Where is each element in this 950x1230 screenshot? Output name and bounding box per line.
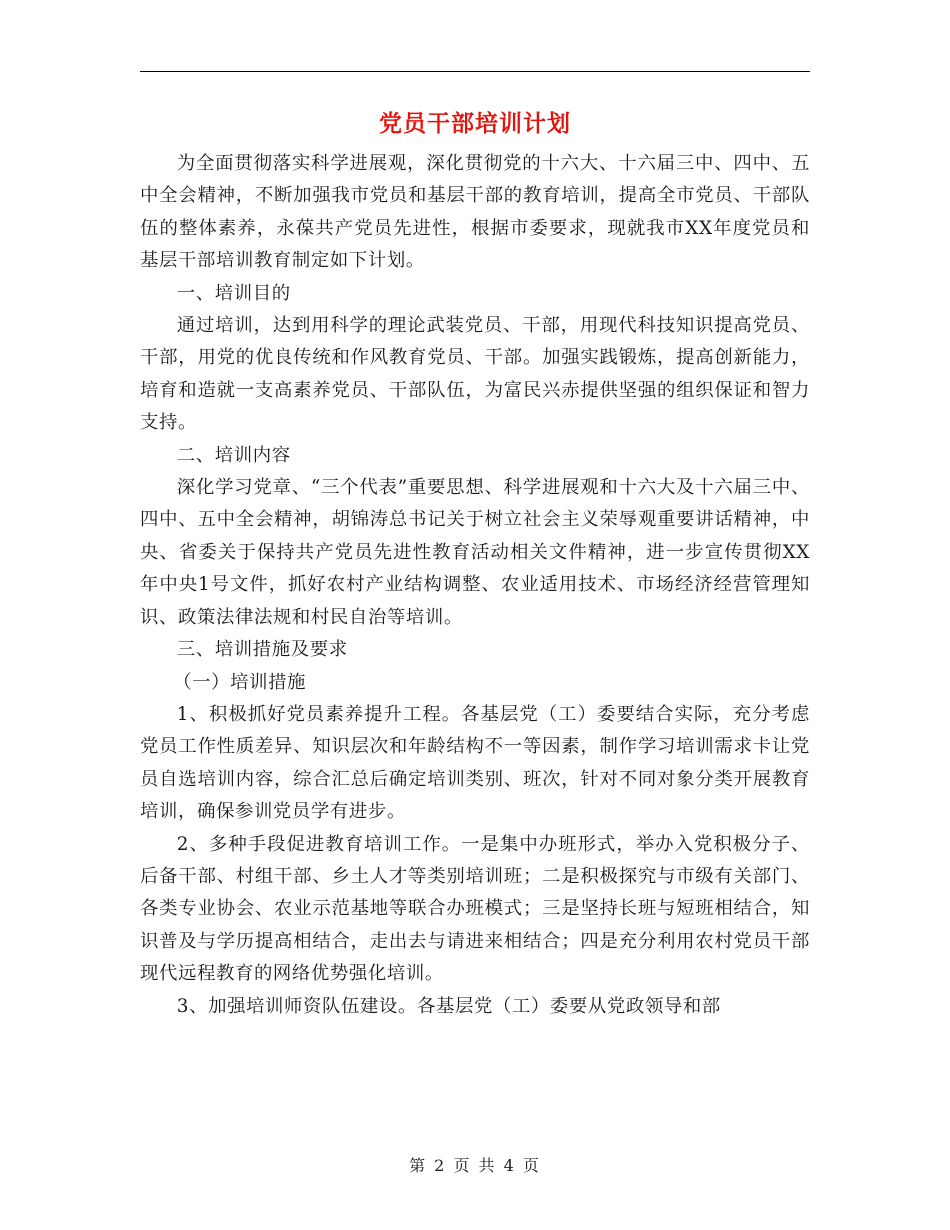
section-heading-training-content: 二、培训内容 xyxy=(176,444,291,466)
measure-item-2: 2、多种手段促进教育培训工作。一是集中办班形式，举办入党积极分子、后备干部、村组干部、乡土人才等类别培训班；二是积极探究与市级有关部门、各类专业协会、农业示范基地等联合办班模式；三是坚持长班与短班相结合，知识普及与学历提高相结合，走出去与请进来相结合；四是充分利用农村党员干部现代远程教育的网络优势强化培训。 xyxy=(140,833,810,985)
training-content-paragraph: 深化学习党章、“三个代表”重要思想、科学进展观和十六大及十六届三中、四中、五中全会精神，胡锦涛总书记关于树立社会主义荣辱观重要讲话精神，中央、省委关于保持共产党员先进性教育活动相关文件精神，进一步宣传贯彻XX年中央1号文件，抓好农村产业结构调整、农业适用技术、市场经济经营管理知识、政策法律法规和村民自治等培训。 xyxy=(140,477,810,628)
header-rule xyxy=(140,71,810,72)
subsection-heading-measures: （一）培训措施 xyxy=(173,671,307,693)
measure-item-1: 1、积极抓好党员素养提升工程。各基层党（工）委要结合实际，充分考虑党员工作性质差异、知识层次和年龄结构不一等因素，制作学习培训需求卡让党员自选培训内容，综合汇总后确定培训类别、班次，针对不同对象分类开展教育培训，确保参训党员学有进步。 xyxy=(140,703,810,823)
document-body xyxy=(140,148,810,1023)
training-goals-paragraph: 通过培训，达到用科学的理论武装党员、干部，用现代科技知识提高党员、干部，用党的优良传统和作风教育党员、干部。加强实践锻炼，提高创新能力，培育和造就一支高素养党员、干部队伍，为富民兴赤提供坚强的组织保证和智力支持。 xyxy=(140,315,810,434)
page-number-footer: 第 2 页 共 4 页 xyxy=(409,1156,541,1175)
section-heading-training-goals: 一、培训目的 xyxy=(176,282,291,304)
intro-paragraph: 为全面贯彻落实科学进展观，深化贯彻党的十六大、十六届三中、四中、五中全会精神，不断加强我市党员和基层干部的教育培训，提高全市党员、干部队伍的整体素养，永葆共产党员先进性，根据市委要求，现就我市XX年度党员和基层干部培训教育制定如下计划。 xyxy=(140,153,810,272)
document-title: 党员干部培训计划 xyxy=(379,110,571,137)
measure-item-3: 3、加强培训师资队伍建设。各基层党（工）委要从党政领导和部 xyxy=(176,995,721,1017)
section-heading-measures-requirements: 三、培训措施及要求 xyxy=(176,639,348,661)
